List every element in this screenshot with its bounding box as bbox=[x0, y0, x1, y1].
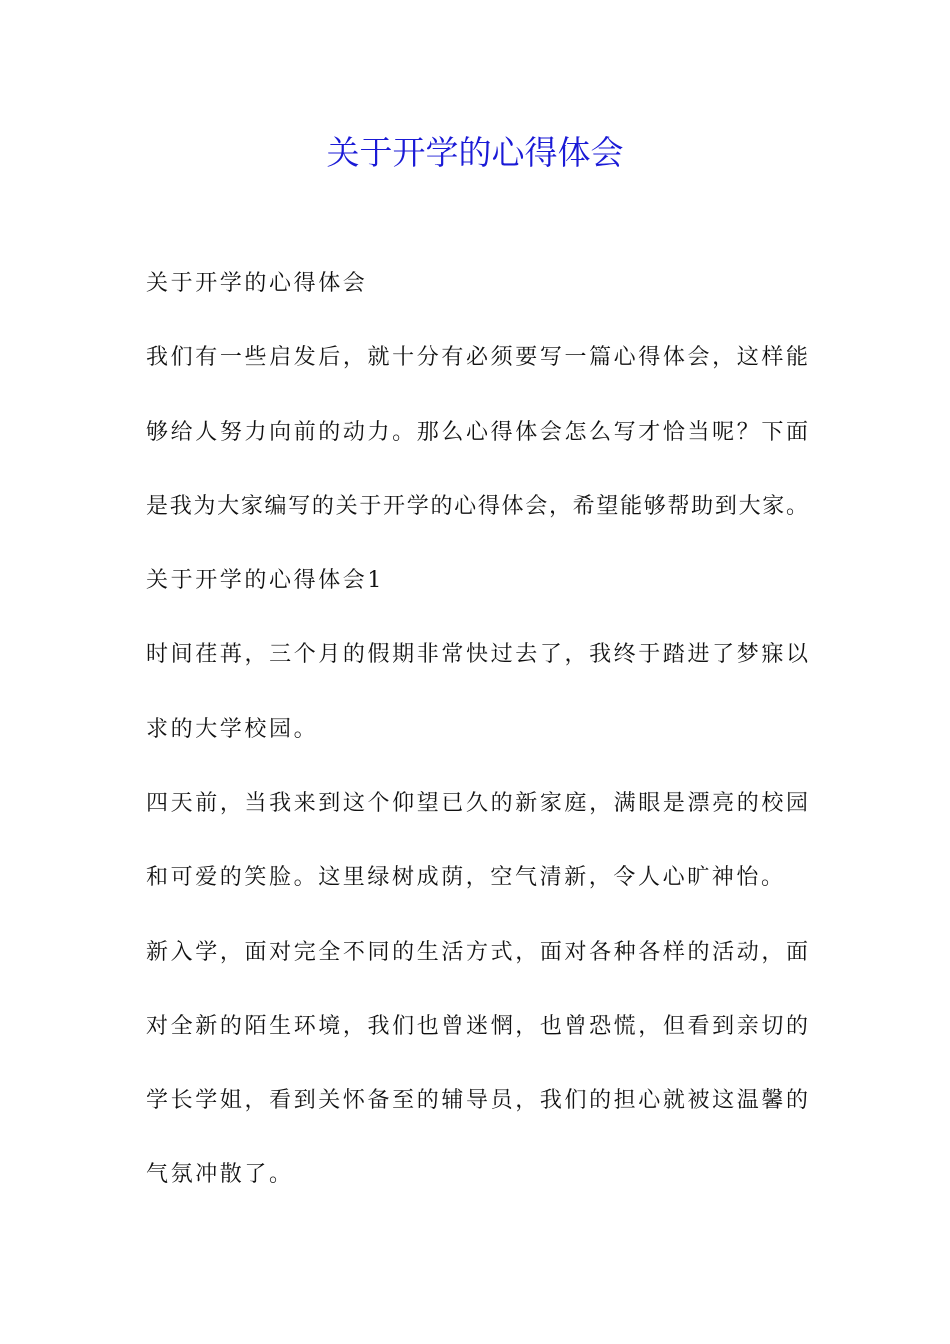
paragraph-line: 对全新的陌生环境，我们也曾迷惘，也曾恐慌，但看到亲切的 bbox=[146, 1014, 808, 1039]
paragraph-line: 学长学姐，看到关怀备至的辅导员，我们的担心就被这温馨的 bbox=[146, 1088, 808, 1113]
paragraph-line: 够给人努力向前的动力。那么心得体会怎么写才恰当呢？下面 bbox=[146, 420, 808, 445]
paragraph-line: 新入学，面对完全不同的生活方式，面对各种各样的活动，面 bbox=[146, 940, 808, 965]
paragraph-line: 四天前，当我来到这个仰望已久的新家庭，满眼是漂亮的校园 bbox=[146, 791, 808, 816]
paragraph-line: 时间荏苒，三个月的假期非常快过去了，我终于踏进了梦寐以 bbox=[146, 642, 808, 667]
paragraph-line: 我们有一些启发后，就十分有必须要写一篇心得体会，这样能 bbox=[146, 345, 808, 370]
section-heading: 关于开学的心得体会1 bbox=[146, 568, 384, 593]
paragraph-line: 是我为大家编写的关于开学的心得体会，希望能够帮助到大家。 bbox=[146, 494, 808, 519]
section-heading: 关于开学的心得体会 bbox=[146, 271, 368, 296]
paragraph-line: 求的大学校园。 bbox=[146, 717, 319, 742]
paragraph-line: 和可爱的笑脸。这里绿树成荫，空气清新，令人心旷神怡。 bbox=[146, 865, 786, 890]
paragraph-line: 气氛冲散了。 bbox=[146, 1162, 294, 1187]
document-title: 关于开学的心得体会 bbox=[326, 133, 624, 172]
